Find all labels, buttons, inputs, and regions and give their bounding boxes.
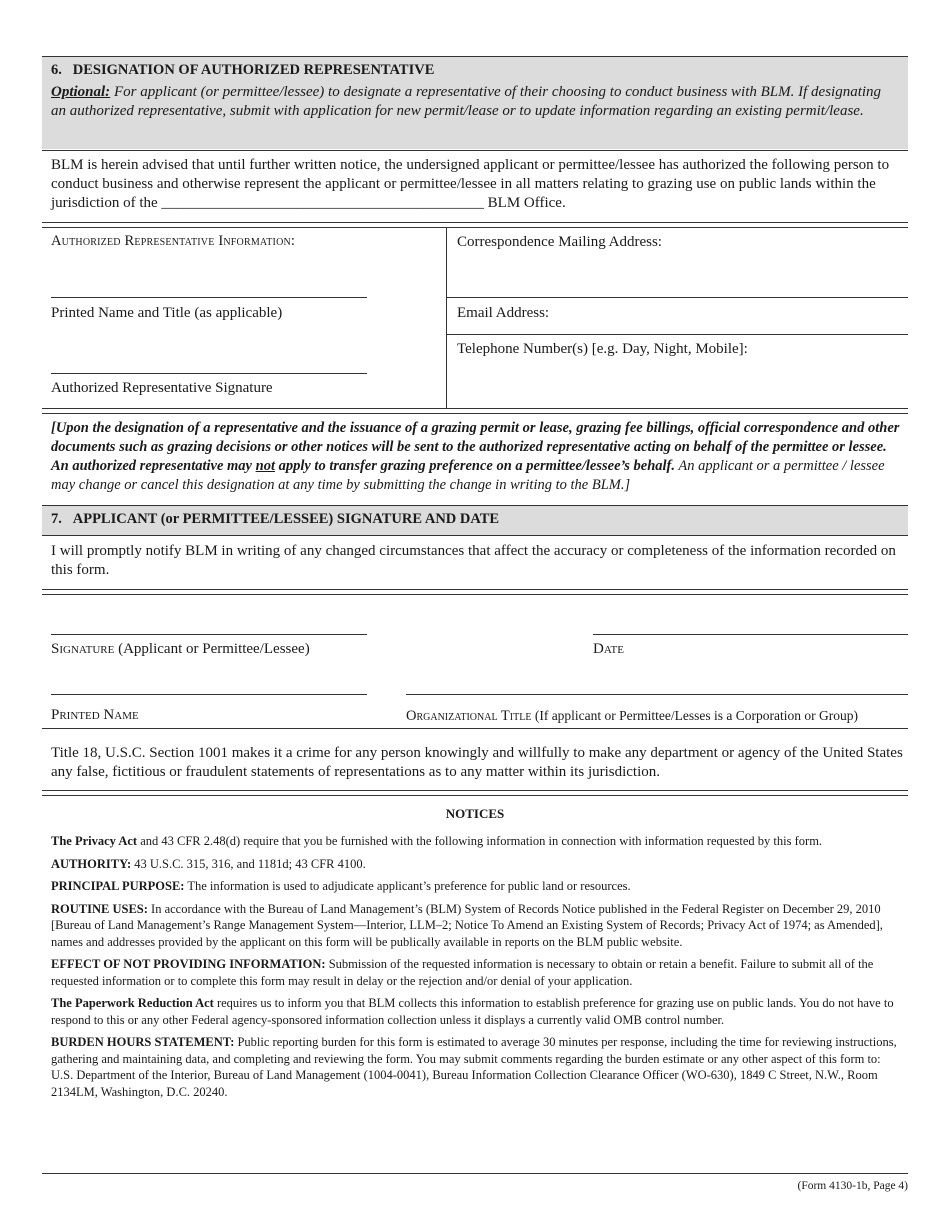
advice-text-1: BLM is herein advised that until further written notice, the undersigned applicant or permittee/lessee has authorized the following person to conduct business and otherwise represent the applicant or permittee/lessee in all matters relating to grazing use on public lands within the jurisdiction of the bbox=[51, 157, 890, 211]
notice-label: ROUTINE USES: bbox=[51, 901, 148, 916]
printed-name-line[interactable] bbox=[51, 297, 367, 298]
note-plain: An applicant or a permittee / lessee may change or cancel this designation at any time by submitting the change in writing to the BLM.] bbox=[51, 458, 885, 493]
notice-label: The Paperwork Reduction Act bbox=[51, 996, 214, 1010]
notice-text: and 43 CFR 2.48(d) require that you be furnished with the following information in connection with information requested by this form. bbox=[137, 834, 823, 848]
section-6-heading: DESIGNATION OF AUTHORIZED REPRESENTATIVE bbox=[72, 62, 435, 78]
section-7-heading: APPLICANT (or PERMITTEE/LESSEE) SIGNATURE AND DATE bbox=[72, 511, 500, 527]
section-6-optional-note bbox=[51, 83, 899, 121]
footer-rule bbox=[42, 1173, 908, 1174]
double-rule-top bbox=[42, 790, 908, 791]
optional-label: Optional: bbox=[51, 84, 111, 100]
blm-office-blank[interactable]: ___________________________________________ bbox=[161, 195, 484, 211]
signature-label-sc: Signature bbox=[51, 641, 115, 657]
section-7-title bbox=[51, 511, 499, 528]
rule bbox=[42, 150, 908, 151]
rep-signature-label: Authorized Representative Signature bbox=[51, 380, 273, 396]
org-title-label-rest: (If applicant or Permittee/Lesses is a Corporation or Group) bbox=[531, 708, 858, 723]
rule bbox=[447, 334, 908, 335]
rule bbox=[42, 728, 908, 729]
rule bbox=[42, 535, 908, 536]
notice-label: BURDEN HOURS STATEMENT: bbox=[51, 1035, 235, 1049]
mailing-address-field[interactable] bbox=[447, 252, 907, 296]
applicant-signature-label bbox=[51, 640, 310, 659]
notice-privacy-act bbox=[51, 833, 903, 850]
notices-list bbox=[51, 833, 903, 1100]
printed-name-label: Printed Name and Title (as applicable) bbox=[51, 305, 283, 321]
section-6-number: 6. bbox=[51, 62, 62, 78]
date-label: Date bbox=[593, 641, 624, 657]
notice-effect bbox=[51, 956, 903, 989]
double-rule-bottom bbox=[42, 594, 908, 595]
signature-label-rest: (Applicant or Permittee/Lessee) bbox=[114, 641, 310, 657]
section-7-number: 7. bbox=[51, 511, 62, 527]
email-label: Email Address: bbox=[457, 305, 550, 321]
double-rule-top bbox=[42, 222, 908, 223]
notice-principal-purpose bbox=[51, 878, 903, 895]
notice-text: In accordance with the Bureau of Land Management’s (BLM) System of Records Notice published in the Federal Register on December 29, 2010 [Bureau of Land Management’s Range Management System—Interior, LLM–2; Notice To Amend an Existing System of Records; Privacy Act of 1974; as Amended], names and addresses provided by the applicant on this form will be publically available in reports on the BLM public website. bbox=[51, 901, 883, 949]
notice-burden-hours bbox=[51, 1034, 903, 1100]
notice-routine-uses bbox=[51, 901, 903, 951]
notice-label: AUTHORITY: bbox=[51, 856, 132, 871]
rule bbox=[447, 297, 908, 298]
notice-text: 43 U.S.C. 315, 316, and 1181d; 43 CFR 4100. bbox=[131, 856, 366, 871]
form-identifier: (Form 4130-1b, Page 4) bbox=[797, 1180, 908, 1192]
notice-label: EFFECT OF NOT PROVIDING INFORMATION: bbox=[51, 957, 326, 971]
section-6-title bbox=[51, 62, 434, 79]
notify-paragraph: I will promptly notify BLM in writing of any changed circumstances that affect the accuracy or completeness of the information recorded on this form. bbox=[51, 543, 896, 578]
telephone-label: Telephone Number(s) [e.g. Day, Night, Mobile]: bbox=[457, 341, 748, 357]
notice-text: The information is used to adjudicate applicant’s preference for public land or resources. bbox=[184, 879, 631, 893]
notice-text: Public reporting burden for this form is estimated to average 30 minutes per response, including the time for reviewing instructions, gathering and maintaining data, and completing and reviewing the form. You may submit comments regarding the burden estimate or any other aspect of this form to: U.S. Department of the Interior, Bureau of Land Management (1004-0041), Bureau Information Collection Clearance Officer (WO-630), 1849 C Street, N.W., Room 2134LM, Washington, D.C. 20240. bbox=[51, 1035, 897, 1099]
applicant-signature-line[interactable] bbox=[51, 634, 367, 635]
org-title-line[interactable] bbox=[406, 694, 908, 695]
mailing-address-label: Correspondence Mailing Address: bbox=[457, 234, 662, 250]
notice-text: Submission of the requested information is necessary to obtain or retain a benefit. Failure to submit all of the requested information or to complete this form may result in delay or the rejection and/or denial of your application. bbox=[51, 957, 874, 988]
notice-text: requires us to inform you that BLM collects this information to establish preference for grazing use on public lands. You do not have to respond to this or any other Federal agency-sponsored information collection unless it displays a currently valid OMB control number. bbox=[51, 996, 894, 1027]
double-rule-top bbox=[42, 408, 908, 409]
org-title-label-sc: Organizational Title bbox=[406, 708, 532, 724]
notices-heading: NOTICES bbox=[445, 806, 505, 821]
rep-info-label: Authorized Representative Information: bbox=[51, 233, 296, 249]
printed-name-line-7[interactable] bbox=[51, 694, 367, 695]
advice-paragraph bbox=[51, 156, 901, 213]
double-rule-top bbox=[42, 589, 908, 590]
double-rule-bottom bbox=[42, 795, 908, 796]
representative-note bbox=[51, 419, 903, 495]
section-6-header bbox=[42, 57, 908, 149]
telephone-field[interactable] bbox=[447, 360, 907, 406]
printed-name-label-7: Printed Name bbox=[51, 707, 139, 723]
advice-text-2: BLM Office. bbox=[483, 195, 566, 211]
rep-signature-line[interactable] bbox=[51, 373, 367, 374]
section-7-header bbox=[42, 506, 908, 535]
optional-text: For applicant (or permittee/lessee) to designate a representative of their choosing to conduct business with BLM. If designating an authorized representative, submit with application for new permit/lease or to update information regarding an existing permit/lease. bbox=[51, 84, 882, 119]
notice-label: PRINCIPAL PURPOSE: bbox=[51, 879, 185, 893]
notice-paperwork bbox=[51, 995, 903, 1028]
notice-label: The Privacy Act bbox=[51, 834, 138, 848]
org-title-label bbox=[406, 706, 858, 726]
email-field[interactable] bbox=[545, 302, 905, 332]
date-line[interactable] bbox=[593, 634, 908, 635]
note-bold-2: apply to transfer grazing preference on a permittee/lessee’s behalf. bbox=[274, 458, 676, 474]
title18-paragraph: Title 18, U.S.C. Section 1001 makes it a crime for any person knowingly and willfully to make any department or agency of the United States any false, fictitious or fraudulent statements of representations as to any matter within its jurisdiction. bbox=[51, 745, 903, 780]
notice-authority bbox=[51, 856, 903, 873]
note-bold-not: not bbox=[255, 458, 275, 474]
double-rule-bottom bbox=[42, 227, 908, 228]
double-rule-bottom bbox=[42, 413, 908, 414]
note-bold-1: [Upon the designation of a representative and the issuance of a grazing permit or lease, grazing fee billings, official correspondence and other documents such as grazing decisions or other notices will be sent to the authorized representative acting on behalf of the permittee or lessee. An authorized representative may bbox=[51, 420, 900, 474]
